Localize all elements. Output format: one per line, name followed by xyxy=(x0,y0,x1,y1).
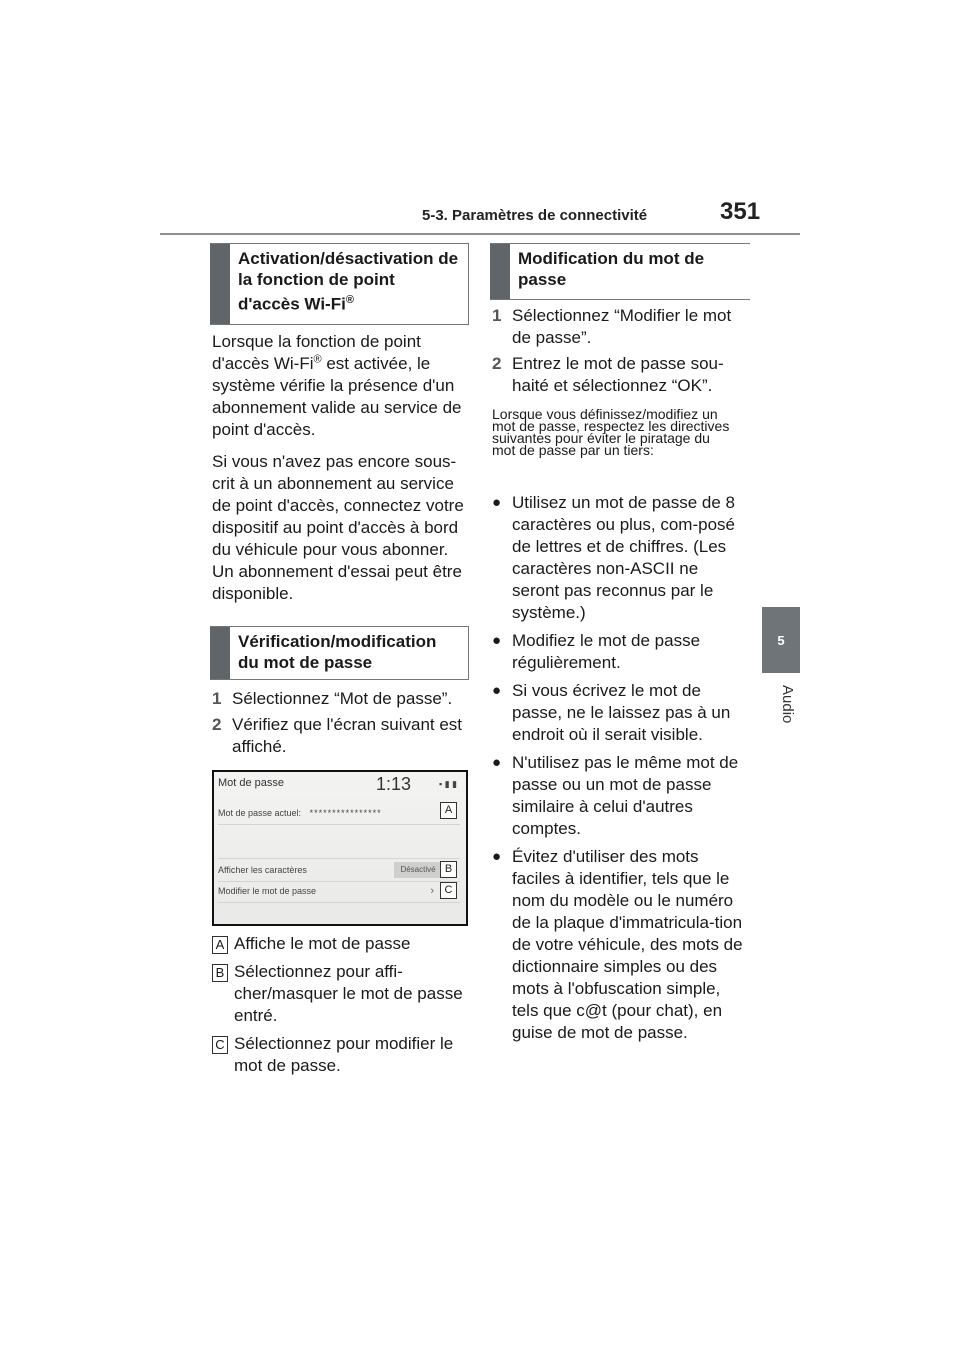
current-password-label: Mot de passe actuel: xyxy=(218,808,302,818)
list-item xyxy=(492,846,748,1044)
password-screen-illustration xyxy=(212,770,468,926)
legend-item xyxy=(212,961,468,1027)
list-item xyxy=(492,492,748,624)
chevron-right-icon: › xyxy=(430,885,434,897)
step-text: Sélectionnez “Mot de passe”. xyxy=(232,689,453,708)
steps-left xyxy=(212,688,468,762)
heading-bar xyxy=(490,244,510,299)
legend-text: Sélectionnez pour modifier le mot de passe. xyxy=(234,1034,454,1075)
screen-display xyxy=(214,772,466,924)
paragraph-subscription: Si vous n'avez pas encore sous-crit à un abonnement au service de point d'accès, connectez votre dispositif au point d'accès à bord du véhicule pour vous abonner. Un abonnement d'essai peut être disponible. xyxy=(212,452,464,603)
list-item xyxy=(492,680,748,746)
show-characters-toggle: Désactivé xyxy=(394,862,442,878)
step-text: Sélectionnez “Modifier le mot de passe”. xyxy=(512,306,732,347)
list-item xyxy=(492,752,748,840)
legend-letter: B xyxy=(212,964,228,982)
heading-verify-password xyxy=(210,626,469,680)
bullet-icon: ● xyxy=(492,754,502,771)
show-characters-row xyxy=(218,858,460,882)
heading-text: Activation/désactivation de la fonction de point d'accès Wi-Fi® xyxy=(238,249,459,314)
screen-title: Mot de passe xyxy=(218,777,285,789)
list-item-text: Modifiez le mot de passe régulièrement. xyxy=(512,631,701,672)
guidelines-list xyxy=(492,492,748,1050)
paragraph-activation: Lorsque la fonction de point d'accès Wi-Fi® est activée, le système vérifie la présence d'un abonnement valide au service de point d'accès. xyxy=(212,332,462,439)
page-number: 351 xyxy=(720,198,761,225)
section-title: 5-3. Paramètres de connectivité xyxy=(422,207,648,224)
heading-bar xyxy=(210,244,230,324)
step-number: 2 xyxy=(212,715,222,734)
heading-wifi-hotspot xyxy=(210,243,469,325)
step-item xyxy=(212,714,468,758)
heading-text: Modification du mot de passe xyxy=(518,249,705,289)
bullet-icon: ● xyxy=(492,632,502,649)
list-item-text: Évitez d'utiliser des mots faciles à identifier, tels que le nom du modèle ou le numéro de la plaque d'immatricula-tion de votre véhicule, des mots de dictionnaire simples ou des mots à l'obfuscation simple, tels que c@t (pour chat), en guise de mot de passe. xyxy=(512,847,743,1042)
heading-change-password xyxy=(490,243,750,300)
step-number: 1 xyxy=(492,306,502,325)
step-text: Entrez le mot de passe sou-haité et sélectionnez “OK”. xyxy=(512,354,724,395)
bullet-icon: ● xyxy=(492,682,502,699)
legend-text: Sélectionnez pour affi-cher/masquer le mot de passe entré. xyxy=(234,962,463,1025)
current-password-value: **************** xyxy=(309,808,382,818)
header-rule xyxy=(160,233,800,235)
legend-text: Affiche le mot de passe xyxy=(234,934,411,953)
chapter-label: Audio xyxy=(779,685,796,724)
list-item xyxy=(492,630,748,674)
callout-a: A xyxy=(440,802,457,819)
callout-legend xyxy=(212,933,468,1083)
steps-right xyxy=(492,305,748,401)
heading-bar xyxy=(210,627,230,679)
step-item xyxy=(492,353,748,397)
callout-c: C xyxy=(440,882,457,899)
step-text: Vérifiez que l'écran suivant est affiché. xyxy=(232,715,463,756)
change-password-label: Modifier le mot de passe xyxy=(218,886,317,896)
callout-b: B xyxy=(440,861,457,878)
legend-item xyxy=(212,933,468,955)
current-password-row xyxy=(218,802,460,825)
step-item xyxy=(492,305,748,349)
list-item-text: N'utilisez pas le même mot de passe ou un mot de passe similaire à celui d'autres comptes. xyxy=(512,753,739,838)
bullet-icon: ● xyxy=(492,494,502,511)
legend-letter: C xyxy=(212,1036,228,1054)
guidelines-note: Lorsque vous définissez/modifiez un mot de passe, respectez les directives suivantes pour éviter le piratage du mot de passe par un tiers: xyxy=(492,406,730,458)
list-item-text: Si vous écrivez le mot de passe, ne le laissez pas à un endroit où il serait visible. xyxy=(512,681,731,744)
heading-text: Vérification/modification du mot de passe xyxy=(238,632,437,672)
chapter-tab: 5 xyxy=(762,607,800,673)
legend-letter: A xyxy=(212,936,228,954)
step-number: 2 xyxy=(492,354,502,373)
step-number: 1 xyxy=(212,689,222,708)
status-icons: ▪ ▮ ▮ xyxy=(439,779,458,789)
change-password-row xyxy=(218,880,460,903)
step-item xyxy=(212,688,468,710)
bullet-icon: ● xyxy=(492,848,502,865)
list-item-text: Utilisez un mot de passe de 8 caractères ou plus, com-posé de lettres et de chiffres. (Les caractères non-ASCII ne seront pas reconnus par le système.) xyxy=(512,493,736,622)
screen-clock: 1:13 xyxy=(376,774,412,794)
legend-item xyxy=(212,1033,468,1077)
show-characters-label: Afficher les caractères xyxy=(218,865,307,875)
